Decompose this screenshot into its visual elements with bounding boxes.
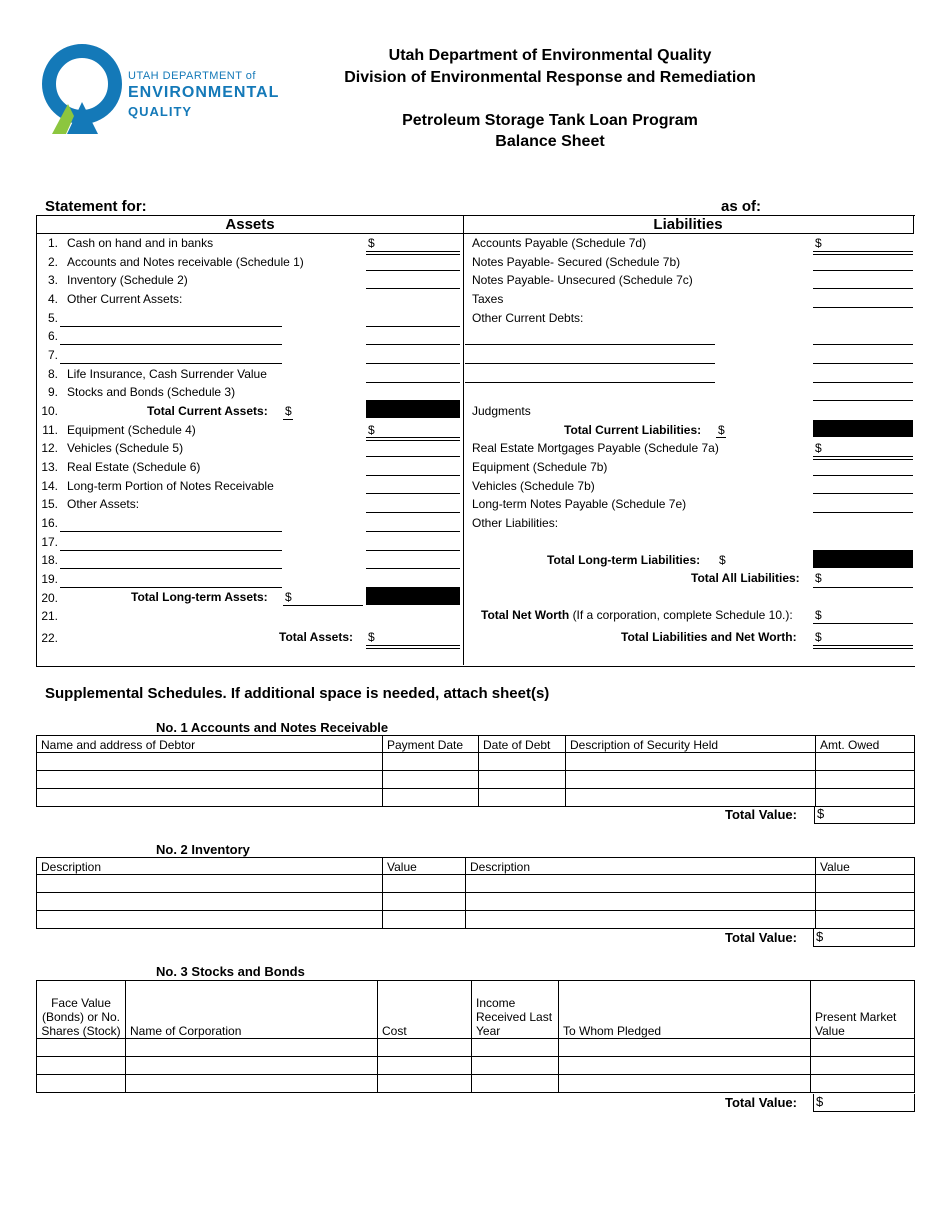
liab-accounts-payable-label: Accounts Payable (Schedule 7d): [472, 236, 647, 250]
amount-field[interactable]: [366, 288, 460, 289]
col-header: Face Value (Bonds) or No. Shares (Stock): [37, 981, 126, 1039]
schedule2-total-field[interactable]: $: [813, 929, 915, 947]
amount-field[interactable]: [813, 475, 913, 476]
row-number: 16.: [41, 516, 58, 530]
other-asset-desc-5[interactable]: [60, 326, 282, 327]
logo-text-line1: UTAH DEPARTMENT of: [128, 70, 256, 82]
asset-longterm-notes-label: Long-term Portion of Notes Receivable: [67, 479, 274, 493]
table-row: [37, 911, 915, 929]
schedule3-table: [36, 980, 915, 1093]
amount-field[interactable]: [813, 251, 913, 255]
total-current-assets-label: Total Current Assets:: [147, 404, 268, 418]
currency-sign: $: [815, 608, 822, 622]
liab-vehicles-label: Vehicles (Schedule 7b): [472, 479, 595, 493]
logo-text-line3: QUALITY: [128, 104, 193, 119]
amount-field[interactable]: [366, 270, 460, 271]
amount-field[interactable]: [813, 307, 913, 308]
table-row: [37, 893, 915, 911]
col-header: Name of Corporation: [126, 981, 378, 1039]
total-liab-net-worth-label: Total Liabilities and Net Worth:: [621, 630, 797, 644]
other-asset-desc-19[interactable]: [60, 587, 282, 588]
row-number: 9.: [47, 385, 58, 399]
amount-field[interactable]: [366, 326, 460, 327]
amount-field[interactable]: [366, 382, 460, 383]
agency-title-line2: Division of Environmental Response and Remediation: [344, 69, 756, 86]
liab-other-label: Other Liabilities:: [472, 516, 559, 530]
asset-equipment-label: Equipment (Schedule 4): [67, 423, 196, 437]
amount-field[interactable]: [366, 531, 460, 532]
row-number: 20.: [41, 591, 58, 605]
row-number: 17.: [41, 535, 58, 549]
total-net-worth-label: Total Net Worth (If a corporation, complete Schedule 10.):: [481, 608, 793, 622]
col-header: Cost: [378, 981, 472, 1039]
col-header: Present Market Value: [811, 981, 915, 1039]
asset-cash-label: Cash on hand and in banks: [67, 236, 214, 250]
schedule3-total-field[interactable]: $: [813, 1094, 915, 1112]
row-number: 2.: [47, 255, 58, 269]
row-number: 6.: [47, 329, 58, 343]
schedule3-total-label: Total Value:: [725, 1095, 797, 1110]
amount-field[interactable]: [366, 363, 460, 364]
amount-field[interactable]: [366, 493, 460, 494]
total-current-liabilities-label: Total Current Liabilities:: [564, 423, 702, 437]
schedule1-total-label: Total Value:: [725, 807, 797, 822]
amount-field[interactable]: [366, 512, 460, 513]
amount-field[interactable]: [366, 568, 460, 569]
table-row: [37, 1057, 915, 1075]
liab-equipment-label: Equipment (Schedule 7b): [472, 460, 608, 474]
heading-rule: [36, 233, 914, 234]
total-longterm-assets-label: Total Long-term Assets:: [131, 590, 268, 604]
total-assets-label: Total Assets:: [279, 630, 354, 644]
row-number: 22.: [41, 631, 58, 645]
total-all-liabilities-field[interactable]: [813, 587, 913, 588]
row-number: 8.: [47, 367, 58, 381]
liab-notes-unsecured-label: Notes Payable- Unsecured (Schedule 7c): [472, 273, 693, 287]
total-longterm-assets-field[interactable]: [283, 605, 363, 606]
row-number: 7.: [47, 348, 58, 362]
row-number: 18.: [41, 553, 58, 567]
currency-sign: $: [815, 236, 822, 250]
schedule3-title: No. 3 Stocks and Bonds: [156, 964, 305, 979]
amount-field[interactable]: [813, 363, 913, 364]
amount-field[interactable]: [366, 437, 460, 441]
table-row: [37, 875, 915, 893]
currency-sign: $: [815, 571, 822, 585]
deq-logo-icon: [42, 44, 122, 136]
col-header: Value: [383, 858, 466, 875]
total-all-liabilities-label: Total All Liabilities:: [691, 571, 800, 585]
amount-field[interactable]: [366, 251, 460, 255]
logo-text-line2: ENVIRONMENTAL: [128, 84, 280, 101]
supplemental-heading: Supplemental Schedules. If additional space is needed, attach sheet(s): [45, 685, 550, 702]
amount-field[interactable]: [366, 475, 460, 476]
row-number: 15.: [41, 497, 58, 511]
other-asset-desc-16[interactable]: [60, 531, 282, 532]
row-number: 4.: [47, 292, 58, 306]
table-row: [37, 1075, 915, 1093]
currency-sign: $: [815, 630, 822, 644]
currency-sign: $: [368, 630, 375, 644]
col-header: Date of Debt: [479, 736, 566, 753]
asset-other-current-label: Other Current Assets:: [67, 292, 183, 306]
other-debt-desc-1[interactable]: [465, 344, 715, 345]
table-row: [37, 789, 915, 807]
column-divider: [463, 215, 464, 665]
col-header: Name and address of Debtor: [37, 736, 383, 753]
col-header: Value: [816, 858, 915, 875]
asset-receivable-label: Accounts and Notes receivable (Schedule 1): [67, 255, 304, 269]
col-header: Payment Date: [383, 736, 479, 753]
asset-inventory-label: Inventory (Schedule 2): [67, 273, 188, 287]
row-number: 12.: [41, 441, 58, 455]
table-row: [37, 1039, 915, 1057]
amount-field[interactable]: [813, 493, 913, 494]
schedule1-total-field[interactable]: $: [814, 806, 915, 824]
total-longterm-liabilities-shaded: [813, 551, 913, 568]
currency-sign: $: [815, 441, 822, 455]
schedule1-table: [36, 735, 915, 807]
total-current-assets-shaded: [366, 401, 460, 418]
amount-field[interactable]: [813, 288, 913, 289]
schedule1-title: No. 1 Accounts and Notes Receivable: [156, 720, 389, 735]
row-number: 3.: [47, 273, 58, 287]
row-number: 13.: [41, 460, 58, 474]
total-current-liabilities-shaded: [813, 420, 913, 437]
asset-real-estate-label: Real Estate (Schedule 6): [67, 460, 201, 474]
table-row: [37, 771, 915, 789]
col-header: Amt. Owed: [816, 736, 915, 753]
currency-sign: $: [285, 590, 292, 604]
liabilities-heading: Liabilities: [653, 216, 723, 233]
col-header: Description: [466, 858, 816, 875]
currency-sign: $: [285, 404, 292, 418]
currency-sign: $: [368, 423, 375, 437]
currency-sign: $: [718, 423, 725, 437]
liab-notes-secured-label: Notes Payable- Secured (Schedule 7b): [472, 255, 681, 269]
other-asset-desc-6[interactable]: [60, 344, 282, 345]
amount-field[interactable]: [366, 550, 460, 551]
statement-for-label: Statement for:: [45, 198, 147, 215]
agency-title-line1: Utah Department of Environmental Quality: [388, 47, 712, 64]
amount-field[interactable]: [366, 456, 460, 457]
row-number: 19.: [41, 572, 58, 586]
amount-field[interactable]: [813, 456, 913, 460]
liab-taxes-label: Taxes: [472, 292, 504, 306]
form-title: Balance Sheet: [495, 133, 605, 150]
col-header: To Whom Pledged: [559, 981, 811, 1039]
row-number: 1.: [47, 236, 58, 250]
total-net-worth-field[interactable]: [813, 623, 913, 624]
total-assets-field[interactable]: [366, 645, 460, 649]
program-title: Petroleum Storage Tank Loan Program: [402, 112, 698, 129]
amount-field[interactable]: [813, 344, 913, 345]
other-asset-desc-17[interactable]: [60, 550, 282, 551]
other-asset-desc-7[interactable]: [60, 363, 282, 364]
currency-sign: $: [368, 236, 375, 250]
other-asset-desc-18[interactable]: [60, 568, 282, 569]
agency-logo: [42, 44, 302, 136]
liab-real-estate-label: Real Estate Mortgages Payable (Schedule 7a): [472, 441, 719, 455]
col-header: Income Received Last Year: [472, 981, 559, 1039]
liab-longterm-notes-label: Long-term Notes Payable (Schedule 7e): [472, 497, 687, 511]
row-number: 14.: [41, 479, 58, 493]
statement-asof-label: as of:: [721, 198, 762, 215]
other-debt-desc-3[interactable]: [465, 382, 715, 383]
row-number: 11.: [42, 423, 58, 437]
row-number: 5.: [47, 311, 58, 325]
schedule2-title: No. 2 Inventory: [156, 842, 250, 857]
schedule2-table: [36, 857, 915, 929]
assets-heading: Assets: [225, 216, 275, 233]
col-header: Description of Security Held: [566, 736, 816, 753]
total-longterm-assets-shaded: [366, 588, 460, 605]
amount-field[interactable]: [813, 382, 913, 383]
amount-field[interactable]: [813, 400, 913, 401]
asset-vehicles-label: Vehicles (Schedule 5): [67, 441, 184, 455]
currency-sign: $: [719, 553, 726, 567]
schedule2-total-label: Total Value:: [725, 930, 797, 945]
asset-other-assets-label: Other Assets:: [67, 497, 140, 511]
asset-stocks-label: Stocks and Bonds (Schedule 3): [67, 385, 236, 399]
amount-field[interactable]: [366, 344, 460, 345]
amount-field[interactable]: [813, 512, 913, 513]
liab-other-current-label: Other Current Debts:: [472, 311, 584, 325]
other-debt-desc-2[interactable]: [465, 363, 715, 364]
col-header: Description: [37, 858, 383, 875]
asset-life-insurance-label: Life Insurance, Cash Surrender Value: [67, 367, 267, 381]
amount-field[interactable]: [813, 270, 913, 271]
total-liab-net-worth-field[interactable]: [813, 645, 913, 649]
table-row: [37, 753, 915, 771]
liab-judgments-label: Judgments: [472, 404, 531, 418]
row-number: 21.: [41, 609, 58, 623]
total-longterm-liabilities-label: Total Long-term Liabilities:: [547, 553, 701, 567]
row-number: 10.: [41, 404, 58, 418]
